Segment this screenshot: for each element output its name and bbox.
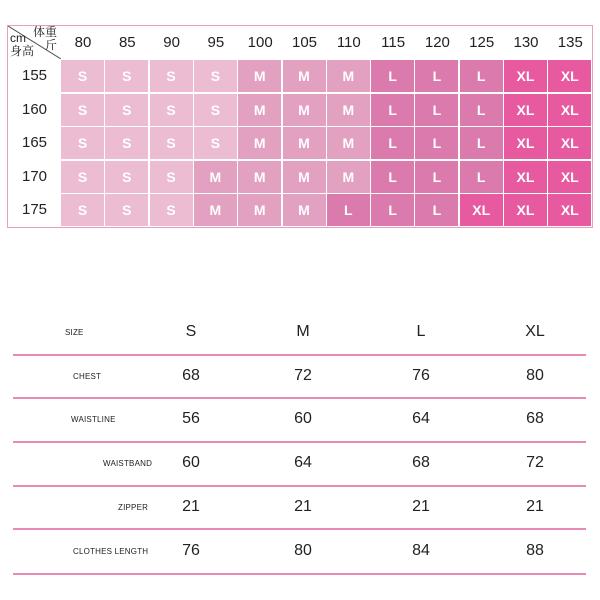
size-cell: XL bbox=[504, 60, 547, 92]
size-cell: S bbox=[150, 194, 193, 226]
size-cell: M bbox=[283, 161, 326, 193]
measurement-value: 80 bbox=[294, 541, 312, 559]
measurement-value: 56 bbox=[182, 410, 200, 427]
size-cell: XL bbox=[504, 94, 547, 126]
table-row bbox=[13, 441, 586, 487]
size-cell: M bbox=[327, 60, 370, 92]
table-row bbox=[13, 354, 586, 399]
weight-header: 90 bbox=[163, 34, 180, 51]
size-cell: XL bbox=[504, 194, 547, 226]
height-header: 160 bbox=[21, 100, 48, 118]
size-cell: S bbox=[150, 60, 193, 92]
table-row bbox=[13, 528, 586, 575]
measurement-value: 76 bbox=[412, 366, 430, 384]
size-cell: S bbox=[194, 94, 237, 126]
size-cell: S bbox=[61, 194, 104, 226]
table-header-row bbox=[13, 310, 586, 356]
size-cell: M bbox=[238, 161, 281, 193]
size-cell: L bbox=[371, 161, 414, 193]
height-header: 155 bbox=[21, 67, 48, 84]
height-header: 165 bbox=[21, 134, 48, 152]
measurement-label: CHEST bbox=[73, 371, 102, 381]
weight-header: 85 bbox=[118, 34, 136, 51]
size-cell: XL bbox=[504, 127, 547, 159]
size-cell: M bbox=[194, 161, 237, 193]
measurement-value: 21 bbox=[412, 497, 430, 515]
measurement-value: 68 bbox=[526, 410, 544, 427]
weight-header: 95 bbox=[207, 34, 225, 51]
size-cell: XL bbox=[504, 161, 547, 193]
size-cell: XL bbox=[548, 161, 591, 193]
size-cell: XL bbox=[548, 94, 591, 126]
size-cell: M bbox=[283, 94, 326, 126]
corner-weight-label: 体重 斤 bbox=[32, 25, 57, 52]
size-cell: XL bbox=[548, 60, 591, 92]
weight-header: 100 bbox=[247, 34, 273, 51]
measurement-value: 21 bbox=[182, 497, 200, 515]
measurement-value: 60 bbox=[294, 410, 312, 427]
measurement-value: 21 bbox=[294, 497, 312, 515]
size-cell: L bbox=[415, 127, 458, 159]
size-cell: M bbox=[283, 60, 326, 92]
weight-header: 110 bbox=[336, 34, 361, 51]
weight-header: 130 bbox=[513, 34, 539, 51]
size-cell: S bbox=[105, 94, 148, 126]
size-cell: L bbox=[415, 60, 458, 92]
measurement-value: 64 bbox=[412, 410, 430, 427]
size-cell: L bbox=[460, 60, 503, 92]
weight-header: 125 bbox=[469, 34, 495, 51]
size-cell: L bbox=[327, 194, 370, 226]
size-cell: L bbox=[415, 194, 458, 226]
size-cell: M bbox=[238, 127, 281, 159]
size-cell: L bbox=[460, 94, 503, 126]
size-header-cell: XL bbox=[525, 323, 545, 340]
size-cell: L bbox=[371, 194, 414, 226]
weight-header: 120 bbox=[424, 34, 450, 51]
weight-header: 80 bbox=[74, 34, 92, 51]
measurement-value: 60 bbox=[182, 454, 200, 471]
size-cell: M bbox=[283, 127, 326, 159]
size-cell: S bbox=[61, 161, 104, 193]
size-cell: M bbox=[238, 94, 281, 126]
size-cell: XL bbox=[460, 194, 503, 226]
size-cell: S bbox=[105, 194, 148, 226]
measurement-label: CLOTHES LENGTH bbox=[73, 546, 149, 556]
measurement-value: 64 bbox=[294, 454, 312, 471]
size-column-label: SIZE bbox=[65, 328, 84, 337]
measurement-label: WAISTBAND bbox=[103, 459, 153, 468]
size-cell: M bbox=[238, 60, 281, 92]
size-cell: L bbox=[371, 94, 414, 126]
measurement-value: 88 bbox=[526, 541, 544, 559]
size-cell: L bbox=[460, 127, 503, 159]
size-cell: S bbox=[105, 127, 148, 159]
size-cell: S bbox=[61, 60, 104, 92]
weight-header: 135 bbox=[557, 34, 583, 51]
height-header: 175 bbox=[21, 201, 48, 219]
size-cell: S bbox=[105, 60, 148, 92]
measurement-value: 21 bbox=[526, 497, 544, 515]
corner-height-label: cm 身高 bbox=[10, 31, 35, 58]
size-cell: L bbox=[415, 94, 458, 126]
measurement-value: 72 bbox=[526, 454, 544, 471]
measurement-label: WAISTLINE bbox=[71, 415, 116, 424]
size-cell: XL bbox=[548, 194, 591, 226]
measurement-value: 76 bbox=[182, 541, 200, 559]
size-cell: M bbox=[327, 127, 370, 159]
size-measurement-table bbox=[13, 310, 586, 580]
size-cell: S bbox=[150, 127, 193, 159]
measurement-value: 68 bbox=[182, 366, 200, 384]
size-cell: M bbox=[327, 161, 370, 193]
size-header-cell: S bbox=[185, 323, 197, 340]
measurement-value: 72 bbox=[294, 366, 312, 384]
size-cell: L bbox=[415, 161, 458, 193]
size-cell: L bbox=[371, 60, 414, 92]
size-cell: S bbox=[194, 60, 237, 92]
measurement-value: 84 bbox=[412, 541, 430, 559]
weight-header: 115 bbox=[381, 34, 406, 51]
measurement-label: ZIPPER bbox=[118, 502, 149, 512]
size-header-cell: L bbox=[416, 323, 426, 340]
size-cell: S bbox=[105, 161, 148, 193]
table-row bbox=[13, 485, 586, 530]
size-cell: L bbox=[460, 161, 503, 193]
size-cell: M bbox=[238, 194, 281, 226]
size-cell: S bbox=[61, 127, 104, 159]
height-header: 170 bbox=[21, 167, 48, 185]
size-cell: S bbox=[61, 94, 104, 126]
measurement-value: 68 bbox=[412, 454, 430, 471]
size-cell: L bbox=[371, 127, 414, 159]
size-cell: M bbox=[194, 194, 237, 226]
size-cell: S bbox=[150, 94, 193, 126]
size-cell: S bbox=[150, 161, 193, 193]
table-row bbox=[13, 397, 586, 443]
weight-header: 105 bbox=[291, 34, 318, 51]
weight-height-size-grid bbox=[7, 25, 593, 228]
size-cell: M bbox=[327, 94, 370, 126]
size-cell: XL bbox=[548, 127, 591, 159]
size-cell: M bbox=[283, 194, 326, 226]
measurement-value: 80 bbox=[526, 366, 544, 384]
size-cell: S bbox=[194, 127, 237, 159]
size-header-cell: M bbox=[296, 323, 310, 340]
grid-corner bbox=[8, 26, 61, 59]
